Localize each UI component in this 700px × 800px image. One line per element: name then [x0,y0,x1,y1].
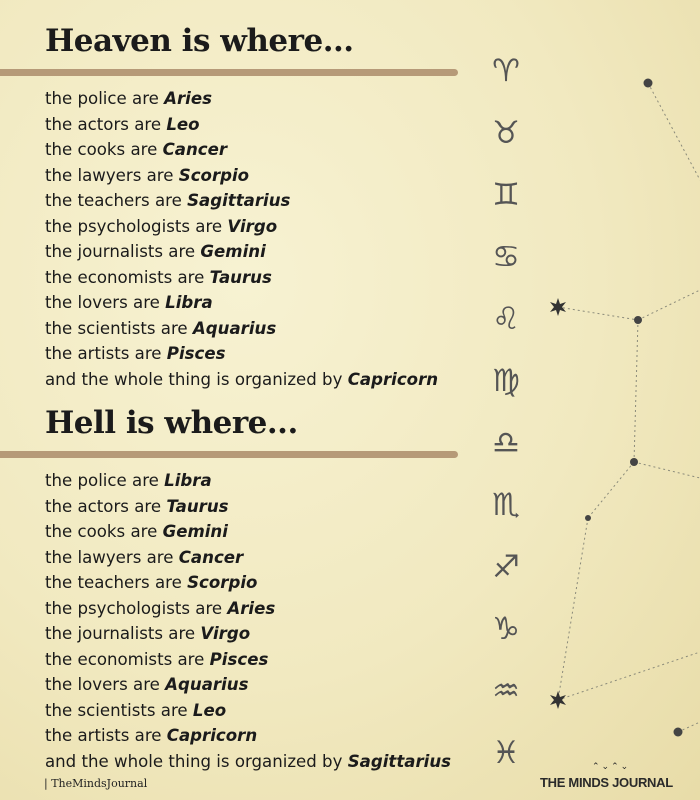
footer-credit: | TheMindsJournal [44,777,148,790]
cancer-icon: ♋ [492,239,520,275]
list-item: the psychologists are Aries [45,598,276,618]
star-dot [585,515,591,521]
gemini-icon: ♊ [492,177,520,213]
star-dot [634,316,642,324]
scorpio-icon: ♏ [492,487,520,523]
list-item: the artists are Capricorn [45,726,258,746]
list-item: the journalists are Gemini [45,242,266,262]
virgo-icon: ♍ [492,363,520,399]
sagittarius-icon: ♐ [492,549,520,585]
libra-icon: ♎ [492,425,520,461]
list-item: the cooks are Gemini [45,522,228,542]
list-item: the lovers are Aquarius [45,675,249,695]
leo-icon: ♌ [492,301,520,337]
star-dot [630,458,638,466]
aries-icon: ♈ [492,53,520,89]
taurus-icon: ♉ [492,115,520,151]
list-item: and the whole thing is organized by Capricorn [45,370,439,390]
list-item: the cooks are Cancer [45,140,228,160]
list-item: the lovers are Libra [45,293,213,313]
list-item: the journalists are Virgo [45,624,251,644]
list-item: the police are Libra [45,471,212,490]
birds-logo-icon: ⌃⌄⌃⌄ [592,762,631,772]
hell-heading: Hell is where... [45,405,298,441]
list-item: the scientists are Leo [45,700,227,720]
list-item: the teachers are Scorpio [45,573,258,593]
star-burst-icon [550,298,566,709]
list-item: the scientists are Aquarius [45,318,277,338]
star-dot [644,79,653,88]
list-item: and the whole thing is organized by Sagittarius [45,752,452,772]
list-item: the economists are Pisces [45,649,269,669]
list-item: the actors are Leo [45,114,200,134]
brand-logo: THE MINDS JOURNAL [540,775,673,790]
list-item: the economists are Taurus [45,267,272,287]
pisces-icon: ♓ [492,735,520,771]
list-item: the artists are Pisces [45,344,226,364]
aquarius-icon: ♒ [492,673,520,709]
list-item: the actors are Taurus [45,496,229,516]
list-item: the police are Aries [45,89,212,108]
list-item: the teachers are Sagittarius [45,191,291,211]
capricorn-icon: ♑ [492,611,520,647]
list-item: the lawyers are Scorpio [45,165,250,185]
list-item: the lawyers are Cancer [45,547,244,567]
heaven-heading: Heaven is where... [45,23,354,59]
list-item: the psychologists are Virgo [45,216,278,236]
star-dot [674,728,683,737]
